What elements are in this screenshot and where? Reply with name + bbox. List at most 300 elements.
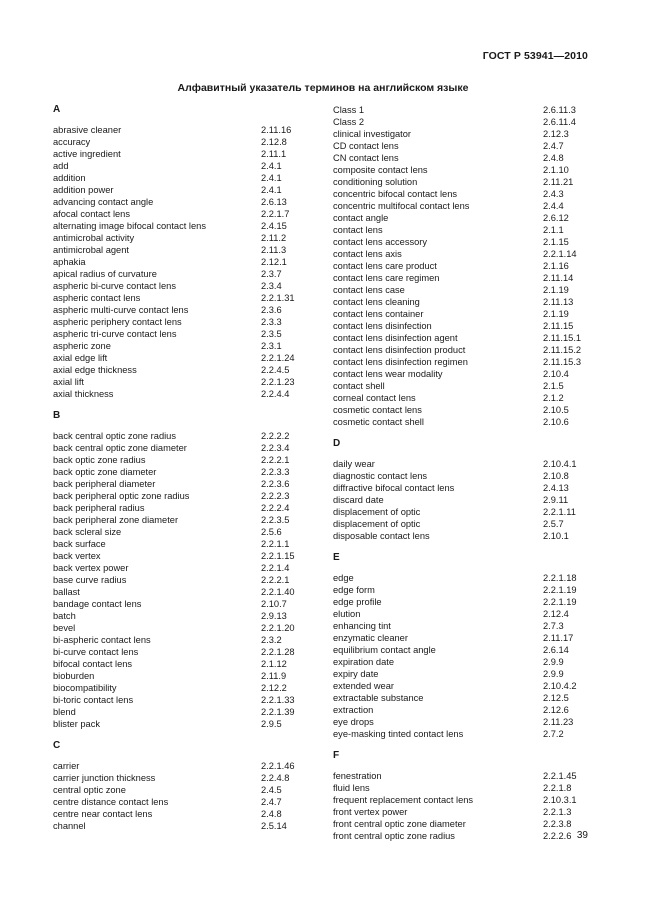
entry-reference: 2.4.1 bbox=[261, 185, 282, 195]
index-entry bbox=[333, 830, 589, 842]
section-letter: C bbox=[53, 740, 61, 751]
entry-term: axial edge lift bbox=[53, 353, 108, 363]
entry-term: back vertex bbox=[53, 551, 101, 561]
index-entry bbox=[333, 572, 589, 584]
entry-reference: 2.2.1.46 bbox=[261, 761, 295, 771]
index-entry bbox=[333, 344, 589, 356]
entry-term: clinical investigator bbox=[333, 129, 412, 139]
index-entry bbox=[333, 656, 589, 668]
index-entry bbox=[333, 296, 589, 308]
right-column bbox=[333, 104, 589, 842]
entry-reference: 2.12.4 bbox=[543, 609, 569, 619]
entry-reference: 2.2.2.2 bbox=[261, 431, 290, 441]
entry-term: extended wear bbox=[333, 681, 394, 691]
entry-term: expiry date bbox=[333, 669, 379, 679]
entry-reference: 2.2.2.3 bbox=[261, 491, 290, 501]
index-entry bbox=[333, 530, 589, 542]
entry-term: axial lift bbox=[53, 377, 85, 387]
entry-reference: 2.2.2.1 bbox=[261, 455, 290, 465]
index-section bbox=[333, 552, 589, 740]
index-entry bbox=[53, 196, 311, 208]
entry-reference: 2.4.7 bbox=[543, 141, 564, 151]
entry-term: contact lens disinfection product bbox=[333, 345, 466, 355]
index-entry bbox=[333, 152, 589, 164]
entry-term: aspheric bi-curve contact lens bbox=[53, 281, 176, 291]
entry-reference: 2.2.1.19 bbox=[543, 597, 577, 607]
entry-term: bi-aspheric contact lens bbox=[53, 635, 151, 645]
entry-term: back peripheral optic zone radius bbox=[53, 491, 190, 501]
index-section bbox=[333, 104, 589, 428]
entry-term: bi-curve contact lens bbox=[53, 647, 139, 657]
entry-term: advancing contact angle bbox=[53, 197, 154, 207]
entry-reference: 2.2.1.28 bbox=[261, 647, 295, 657]
entry-reference: 2.2.2.6 bbox=[543, 831, 572, 841]
entry-reference: 2.2.4.4 bbox=[261, 389, 290, 399]
entry-term: cosmetic contact shell bbox=[333, 417, 424, 427]
entry-reference: 2.11.23 bbox=[543, 717, 574, 727]
index-entry bbox=[53, 526, 311, 538]
entry-term: addition bbox=[53, 173, 86, 183]
entry-reference: 2.1.2 bbox=[543, 393, 564, 403]
index-entry bbox=[333, 368, 589, 380]
entry-term: front central optic zone diameter bbox=[333, 819, 466, 829]
entry-term: contact lens disinfection regimen bbox=[333, 357, 468, 367]
index-entry bbox=[333, 506, 589, 518]
entry-reference: 2.1.19 bbox=[543, 309, 569, 319]
entry-term: contact lens axis bbox=[333, 249, 402, 259]
entry-reference: 2.11.21 bbox=[543, 177, 574, 187]
entry-reference: 2.11.16 bbox=[261, 125, 292, 135]
entry-term: contact shell bbox=[333, 381, 385, 391]
entry-term: cosmetic contact lens bbox=[333, 405, 422, 415]
entry-term: central optic zone bbox=[53, 785, 126, 795]
index-entry bbox=[333, 140, 589, 152]
index-entry bbox=[53, 598, 311, 610]
index-entry bbox=[333, 176, 589, 188]
index-entry bbox=[333, 200, 589, 212]
index-entry bbox=[333, 782, 589, 794]
index-entry bbox=[333, 608, 589, 620]
entry-term: diagnostic contact lens bbox=[333, 471, 428, 481]
entry-term: diffractive bifocal contact lens bbox=[333, 483, 455, 493]
entry-reference: 2.11.3 bbox=[261, 245, 287, 255]
entry-term: back peripheral zone diameter bbox=[53, 515, 179, 525]
entry-term: contact lens wear modality bbox=[333, 369, 443, 379]
index-entry bbox=[53, 610, 311, 622]
index-entry bbox=[53, 490, 311, 502]
entry-term: daily wear bbox=[333, 459, 375, 469]
index-entry bbox=[53, 292, 311, 304]
entry-reference: 2.9.11 bbox=[543, 495, 569, 505]
entry-term: addition power bbox=[53, 185, 114, 195]
entry-reference: 2.2.2.1 bbox=[261, 575, 290, 585]
entry-term: back vertex power bbox=[53, 563, 129, 573]
entry-term: apical radius of curvature bbox=[53, 269, 157, 279]
entry-term: contact lens disinfection agent bbox=[333, 333, 458, 343]
entry-reference: 2.2.1.11 bbox=[543, 507, 576, 517]
section-letter: A bbox=[53, 104, 61, 115]
entry-term: discard date bbox=[333, 495, 384, 505]
entry-reference: 2.6.12 bbox=[543, 213, 569, 223]
index-entry bbox=[53, 694, 311, 706]
index-entry bbox=[333, 620, 589, 632]
entry-term: CN contact lens bbox=[333, 153, 399, 163]
index-entry bbox=[333, 248, 589, 260]
index-entry bbox=[333, 128, 589, 140]
section-letter: E bbox=[333, 552, 340, 563]
entry-reference: 2.12.5 bbox=[543, 693, 569, 703]
entry-reference: 2.2.3.6 bbox=[261, 479, 290, 489]
index-entry bbox=[53, 442, 311, 454]
entry-term: conditioning solution bbox=[333, 177, 418, 187]
index-entry bbox=[53, 220, 311, 232]
entry-reference: 2.10.8 bbox=[543, 471, 569, 481]
entry-term: blister pack bbox=[53, 719, 101, 729]
entry-term: aspheric periphery contact lens bbox=[53, 317, 182, 327]
index-entry bbox=[333, 770, 589, 782]
entry-term: displacement of optic bbox=[333, 507, 421, 517]
entry-term: eye drops bbox=[333, 717, 374, 727]
index-entry bbox=[53, 340, 311, 352]
entry-reference: 2.5.7 bbox=[543, 519, 564, 529]
entry-reference: 2.9.5 bbox=[261, 719, 282, 729]
entry-reference: 2.4.7 bbox=[261, 797, 282, 807]
entry-term: eye-masking tinted contact lens bbox=[333, 729, 464, 739]
entry-reference: 2.3.5 bbox=[261, 329, 282, 339]
index-entry bbox=[53, 760, 311, 772]
entry-reference: 2.4.15 bbox=[261, 221, 287, 231]
index-entry bbox=[333, 356, 589, 368]
entry-reference: 2.2.4.8 bbox=[261, 773, 290, 783]
index-entry bbox=[333, 104, 589, 116]
entry-reference: 2.2.1.15 bbox=[261, 551, 295, 561]
index-entry bbox=[53, 586, 311, 598]
entry-reference: 2.4.4 bbox=[543, 201, 564, 211]
entry-reference: 2.4.5 bbox=[261, 785, 282, 795]
entry-reference: 2.2.4.5 bbox=[261, 365, 290, 375]
index-entry bbox=[333, 494, 589, 506]
entry-reference: 2.2.1.19 bbox=[543, 585, 577, 595]
entry-term: equilibrium contact angle bbox=[333, 645, 436, 655]
entry-reference: 2.11.15 bbox=[543, 321, 574, 331]
entry-term: back optic zone radius bbox=[53, 455, 146, 465]
entry-reference: 2.12.1 bbox=[261, 257, 287, 267]
index-section bbox=[53, 410, 311, 730]
index-entry bbox=[333, 806, 589, 818]
entry-reference: 2.2.3.5 bbox=[261, 515, 290, 525]
index-entry bbox=[333, 596, 589, 608]
entry-term: bioburden bbox=[53, 671, 95, 681]
entry-term: back peripheral diameter bbox=[53, 479, 156, 489]
index-entry bbox=[53, 148, 311, 160]
entry-term: contact lens case bbox=[333, 285, 405, 295]
entry-reference: 2.4.1 bbox=[261, 173, 282, 183]
index-entry bbox=[53, 682, 311, 694]
index-entry bbox=[53, 172, 311, 184]
index-entry bbox=[333, 416, 589, 428]
index-entry bbox=[333, 644, 589, 656]
entry-term: accuracy bbox=[53, 137, 91, 147]
index-entry bbox=[333, 380, 589, 392]
index-entry bbox=[333, 458, 589, 470]
entry-term: front central optic zone radius bbox=[333, 831, 455, 841]
index-entry bbox=[333, 116, 589, 128]
index-entry bbox=[333, 482, 589, 494]
index-entry bbox=[53, 280, 311, 292]
index-entry bbox=[53, 454, 311, 466]
entry-reference: 2.2.1.40 bbox=[261, 587, 295, 597]
entry-term: batch bbox=[53, 611, 76, 621]
entry-reference: 2.2.3.3 bbox=[261, 467, 290, 477]
entry-reference: 2.10.4 bbox=[543, 369, 569, 379]
entry-term: contact lens accessory bbox=[333, 237, 428, 247]
index-entry bbox=[333, 284, 589, 296]
entry-reference: 2.11.14 bbox=[543, 273, 574, 283]
entry-reference: 2.3.6 bbox=[261, 305, 282, 315]
entry-term: CD contact lens bbox=[333, 141, 399, 151]
entry-reference: 2.10.7 bbox=[261, 599, 287, 609]
index-entry bbox=[53, 622, 311, 634]
entry-term: bandage contact lens bbox=[53, 599, 142, 609]
index-entry bbox=[53, 124, 311, 136]
entry-term: contact lens cleaning bbox=[333, 297, 420, 307]
index-entry bbox=[53, 268, 311, 280]
index-entry bbox=[53, 718, 311, 730]
index-entry bbox=[53, 538, 311, 550]
page-number: 39 bbox=[576, 830, 588, 841]
entry-reference: 2.3.2 bbox=[261, 635, 282, 645]
entry-reference: 2.2.1.4 bbox=[261, 563, 290, 573]
index-entry bbox=[53, 208, 311, 220]
entry-term: composite contact lens bbox=[333, 165, 428, 175]
entry-reference: 2.2.1.20 bbox=[261, 623, 295, 633]
entry-reference: 2.2.3.4 bbox=[261, 443, 290, 453]
index-section bbox=[333, 438, 589, 542]
entry-reference: 2.12.2 bbox=[261, 683, 287, 693]
entry-reference: 2.2.2.4 bbox=[261, 503, 290, 513]
entry-term: disposable contact lens bbox=[333, 531, 430, 541]
entry-reference: 2.11.17 bbox=[543, 633, 574, 643]
entry-term: displacement of optic bbox=[333, 519, 421, 529]
index-entry bbox=[53, 430, 311, 442]
entry-term: back optic zone diameter bbox=[53, 467, 157, 477]
index-entry bbox=[53, 574, 311, 586]
entry-reference: 2.4.8 bbox=[543, 153, 564, 163]
entry-reference: 2.9.9 bbox=[543, 669, 564, 679]
entry-reference: 2.3.4 bbox=[261, 281, 282, 291]
entry-reference: 2.10.4.1 bbox=[543, 459, 577, 469]
index-entry bbox=[53, 304, 311, 316]
entry-reference: 2.11.9 bbox=[261, 671, 287, 681]
index-entry bbox=[333, 716, 589, 728]
entry-reference: 2.4.1 bbox=[261, 161, 282, 171]
index-entry bbox=[53, 316, 311, 328]
entry-reference: 2.9.13 bbox=[261, 611, 287, 621]
entry-reference: 2.1.1 bbox=[543, 225, 564, 235]
entry-term: active ingredient bbox=[53, 149, 121, 159]
index-entry bbox=[333, 188, 589, 200]
entry-term: extraction bbox=[333, 705, 374, 715]
entry-term: aphakia bbox=[53, 257, 86, 267]
index-entry bbox=[333, 632, 589, 644]
entry-term: base curve radius bbox=[53, 575, 127, 585]
entry-term: bifocal contact lens bbox=[53, 659, 133, 669]
entry-reference: 2.4.3 bbox=[543, 189, 564, 199]
entry-reference: 2.11.13 bbox=[543, 297, 574, 307]
entry-term: afocal contact lens bbox=[53, 209, 131, 219]
entry-reference: 2.1.16 bbox=[543, 261, 569, 271]
entry-reference: 2.11.15.1 bbox=[543, 333, 582, 343]
entry-term: axial edge thickness bbox=[53, 365, 137, 375]
entry-reference: 2.6.14 bbox=[543, 645, 569, 655]
entry-term: axial thickness bbox=[53, 389, 114, 399]
index-entry bbox=[333, 668, 589, 680]
entry-reference: 2.1.19 bbox=[543, 285, 569, 295]
entry-term: carrier junction thickness bbox=[53, 773, 156, 783]
entry-reference: 2.11.2 bbox=[261, 233, 287, 243]
entry-term: centre distance contact lens bbox=[53, 797, 169, 807]
index-entry bbox=[333, 224, 589, 236]
entry-term: extractable substance bbox=[333, 693, 424, 703]
entry-reference: 2.4.8 bbox=[261, 809, 282, 819]
entry-reference: 2.12.6 bbox=[543, 705, 569, 715]
index-entry bbox=[53, 364, 311, 376]
entry-reference: 2.10.3.1 bbox=[543, 795, 577, 805]
index-section bbox=[53, 104, 311, 400]
entry-term: edge profile bbox=[333, 597, 382, 607]
entry-term: back scleral size bbox=[53, 527, 122, 537]
index-entry bbox=[53, 352, 311, 364]
entry-reference: 2.10.5 bbox=[543, 405, 569, 415]
entry-reference: 2.2.1.7 bbox=[261, 209, 290, 219]
entry-term: expiration date bbox=[333, 657, 394, 667]
index-entry bbox=[333, 584, 589, 596]
entry-reference: 2.1.5 bbox=[543, 381, 564, 391]
entry-reference: 2.2.1.8 bbox=[543, 783, 572, 793]
standard-header: ГОСТ Р 53941—2010 bbox=[482, 50, 588, 62]
entry-reference: 2.7.2 bbox=[543, 729, 564, 739]
index-section bbox=[53, 740, 311, 832]
index-entry bbox=[333, 260, 589, 272]
entry-term: aspheric zone bbox=[53, 341, 111, 351]
index-entry bbox=[333, 680, 589, 692]
entry-term: antimicrobal activity bbox=[53, 233, 135, 243]
entry-term: front vertex power bbox=[333, 807, 408, 817]
section-letter: D bbox=[333, 438, 341, 449]
index-entry bbox=[53, 388, 311, 400]
index-entry bbox=[333, 332, 589, 344]
entry-term: channel bbox=[53, 821, 86, 831]
index-entry bbox=[53, 820, 311, 832]
entry-term: carrier bbox=[53, 761, 80, 771]
index-entry bbox=[333, 704, 589, 716]
entry-term: edge bbox=[333, 573, 354, 583]
entry-term: bevel bbox=[53, 623, 76, 633]
entry-term: add bbox=[53, 161, 69, 171]
entry-term: Class 2 bbox=[333, 117, 365, 127]
entry-reference: 2.5.14 bbox=[261, 821, 287, 831]
entry-reference: 2.9.9 bbox=[543, 657, 564, 667]
index-entry bbox=[53, 502, 311, 514]
index-entry bbox=[53, 136, 311, 148]
entry-term: edge form bbox=[333, 585, 375, 595]
entry-term: fenestration bbox=[333, 771, 382, 781]
entry-term: back surface bbox=[53, 539, 106, 549]
index-entry bbox=[53, 706, 311, 718]
entry-term: contact lens care regimen bbox=[333, 273, 440, 283]
entry-term: centre near contact lens bbox=[53, 809, 153, 819]
entry-reference: 2.7.3 bbox=[543, 621, 564, 631]
entry-term: back central optic zone radius bbox=[53, 431, 176, 441]
entry-reference: 2.3.3 bbox=[261, 317, 282, 327]
index-entry bbox=[333, 212, 589, 224]
entry-reference: 2.1.15 bbox=[543, 237, 569, 247]
entry-reference: 2.2.1.31 bbox=[261, 293, 295, 303]
left-column bbox=[53, 104, 311, 832]
entry-reference: 2.3.7 bbox=[261, 269, 282, 279]
entry-reference: 2.3.1 bbox=[261, 341, 282, 351]
entry-term: back peripheral radius bbox=[53, 503, 145, 513]
section-letter: F bbox=[333, 750, 340, 761]
index-entry bbox=[53, 160, 311, 172]
entry-term: ballast bbox=[53, 587, 80, 597]
entry-reference: 2.6.13 bbox=[261, 197, 287, 207]
entry-reference: 2.2.1.24 bbox=[261, 353, 295, 363]
entry-term: aspheric tri-curve contact lens bbox=[53, 329, 177, 339]
index-entry bbox=[53, 232, 311, 244]
index-entry bbox=[53, 670, 311, 682]
index-entry bbox=[53, 244, 311, 256]
entry-reference: 2.5.6 bbox=[261, 527, 282, 537]
entry-reference: 2.10.6 bbox=[543, 417, 569, 427]
entry-term: alternating image bifocal contact lens bbox=[53, 221, 206, 231]
index-entry bbox=[53, 796, 311, 808]
index-entry bbox=[333, 404, 589, 416]
entry-term: biocompatibility bbox=[53, 683, 117, 693]
index-entry bbox=[333, 470, 589, 482]
index-entry bbox=[53, 808, 311, 820]
entry-term: back central optic zone diameter bbox=[53, 443, 187, 453]
index-entry bbox=[53, 478, 311, 490]
entry-reference: 2.2.1.33 bbox=[261, 695, 295, 705]
entry-reference: 2.4.13 bbox=[543, 483, 569, 493]
entry-reference: 2.11.15.2 bbox=[543, 345, 582, 355]
entry-reference: 2.2.1.14 bbox=[543, 249, 577, 259]
index-entry bbox=[333, 518, 589, 530]
entry-term: abrasive cleaner bbox=[53, 125, 122, 135]
index-section bbox=[333, 750, 589, 842]
entry-reference: 2.2.1.3 bbox=[543, 807, 572, 817]
entry-term: fluid lens bbox=[333, 783, 370, 793]
index-entry bbox=[333, 692, 589, 704]
index-entry bbox=[333, 308, 589, 320]
index-entry bbox=[53, 328, 311, 340]
entry-term: elution bbox=[333, 609, 361, 619]
entry-reference: 2.2.1.23 bbox=[261, 377, 295, 387]
entry-reference: 2.1.12 bbox=[261, 659, 287, 669]
entry-reference: 2.10.1 bbox=[543, 531, 569, 541]
entry-term: concentric bifocal contact lens bbox=[333, 189, 458, 199]
index-entry bbox=[333, 272, 589, 284]
entry-term: bi-toric contact lens bbox=[53, 695, 134, 705]
entry-reference: 2.2.1.18 bbox=[543, 573, 577, 583]
entry-reference: 2.12.3 bbox=[543, 129, 569, 139]
index-entry bbox=[53, 772, 311, 784]
index-entry bbox=[53, 184, 311, 196]
index-entry bbox=[53, 562, 311, 574]
entry-reference: 2.10.4.2 bbox=[543, 681, 577, 691]
index-entry bbox=[333, 392, 589, 404]
